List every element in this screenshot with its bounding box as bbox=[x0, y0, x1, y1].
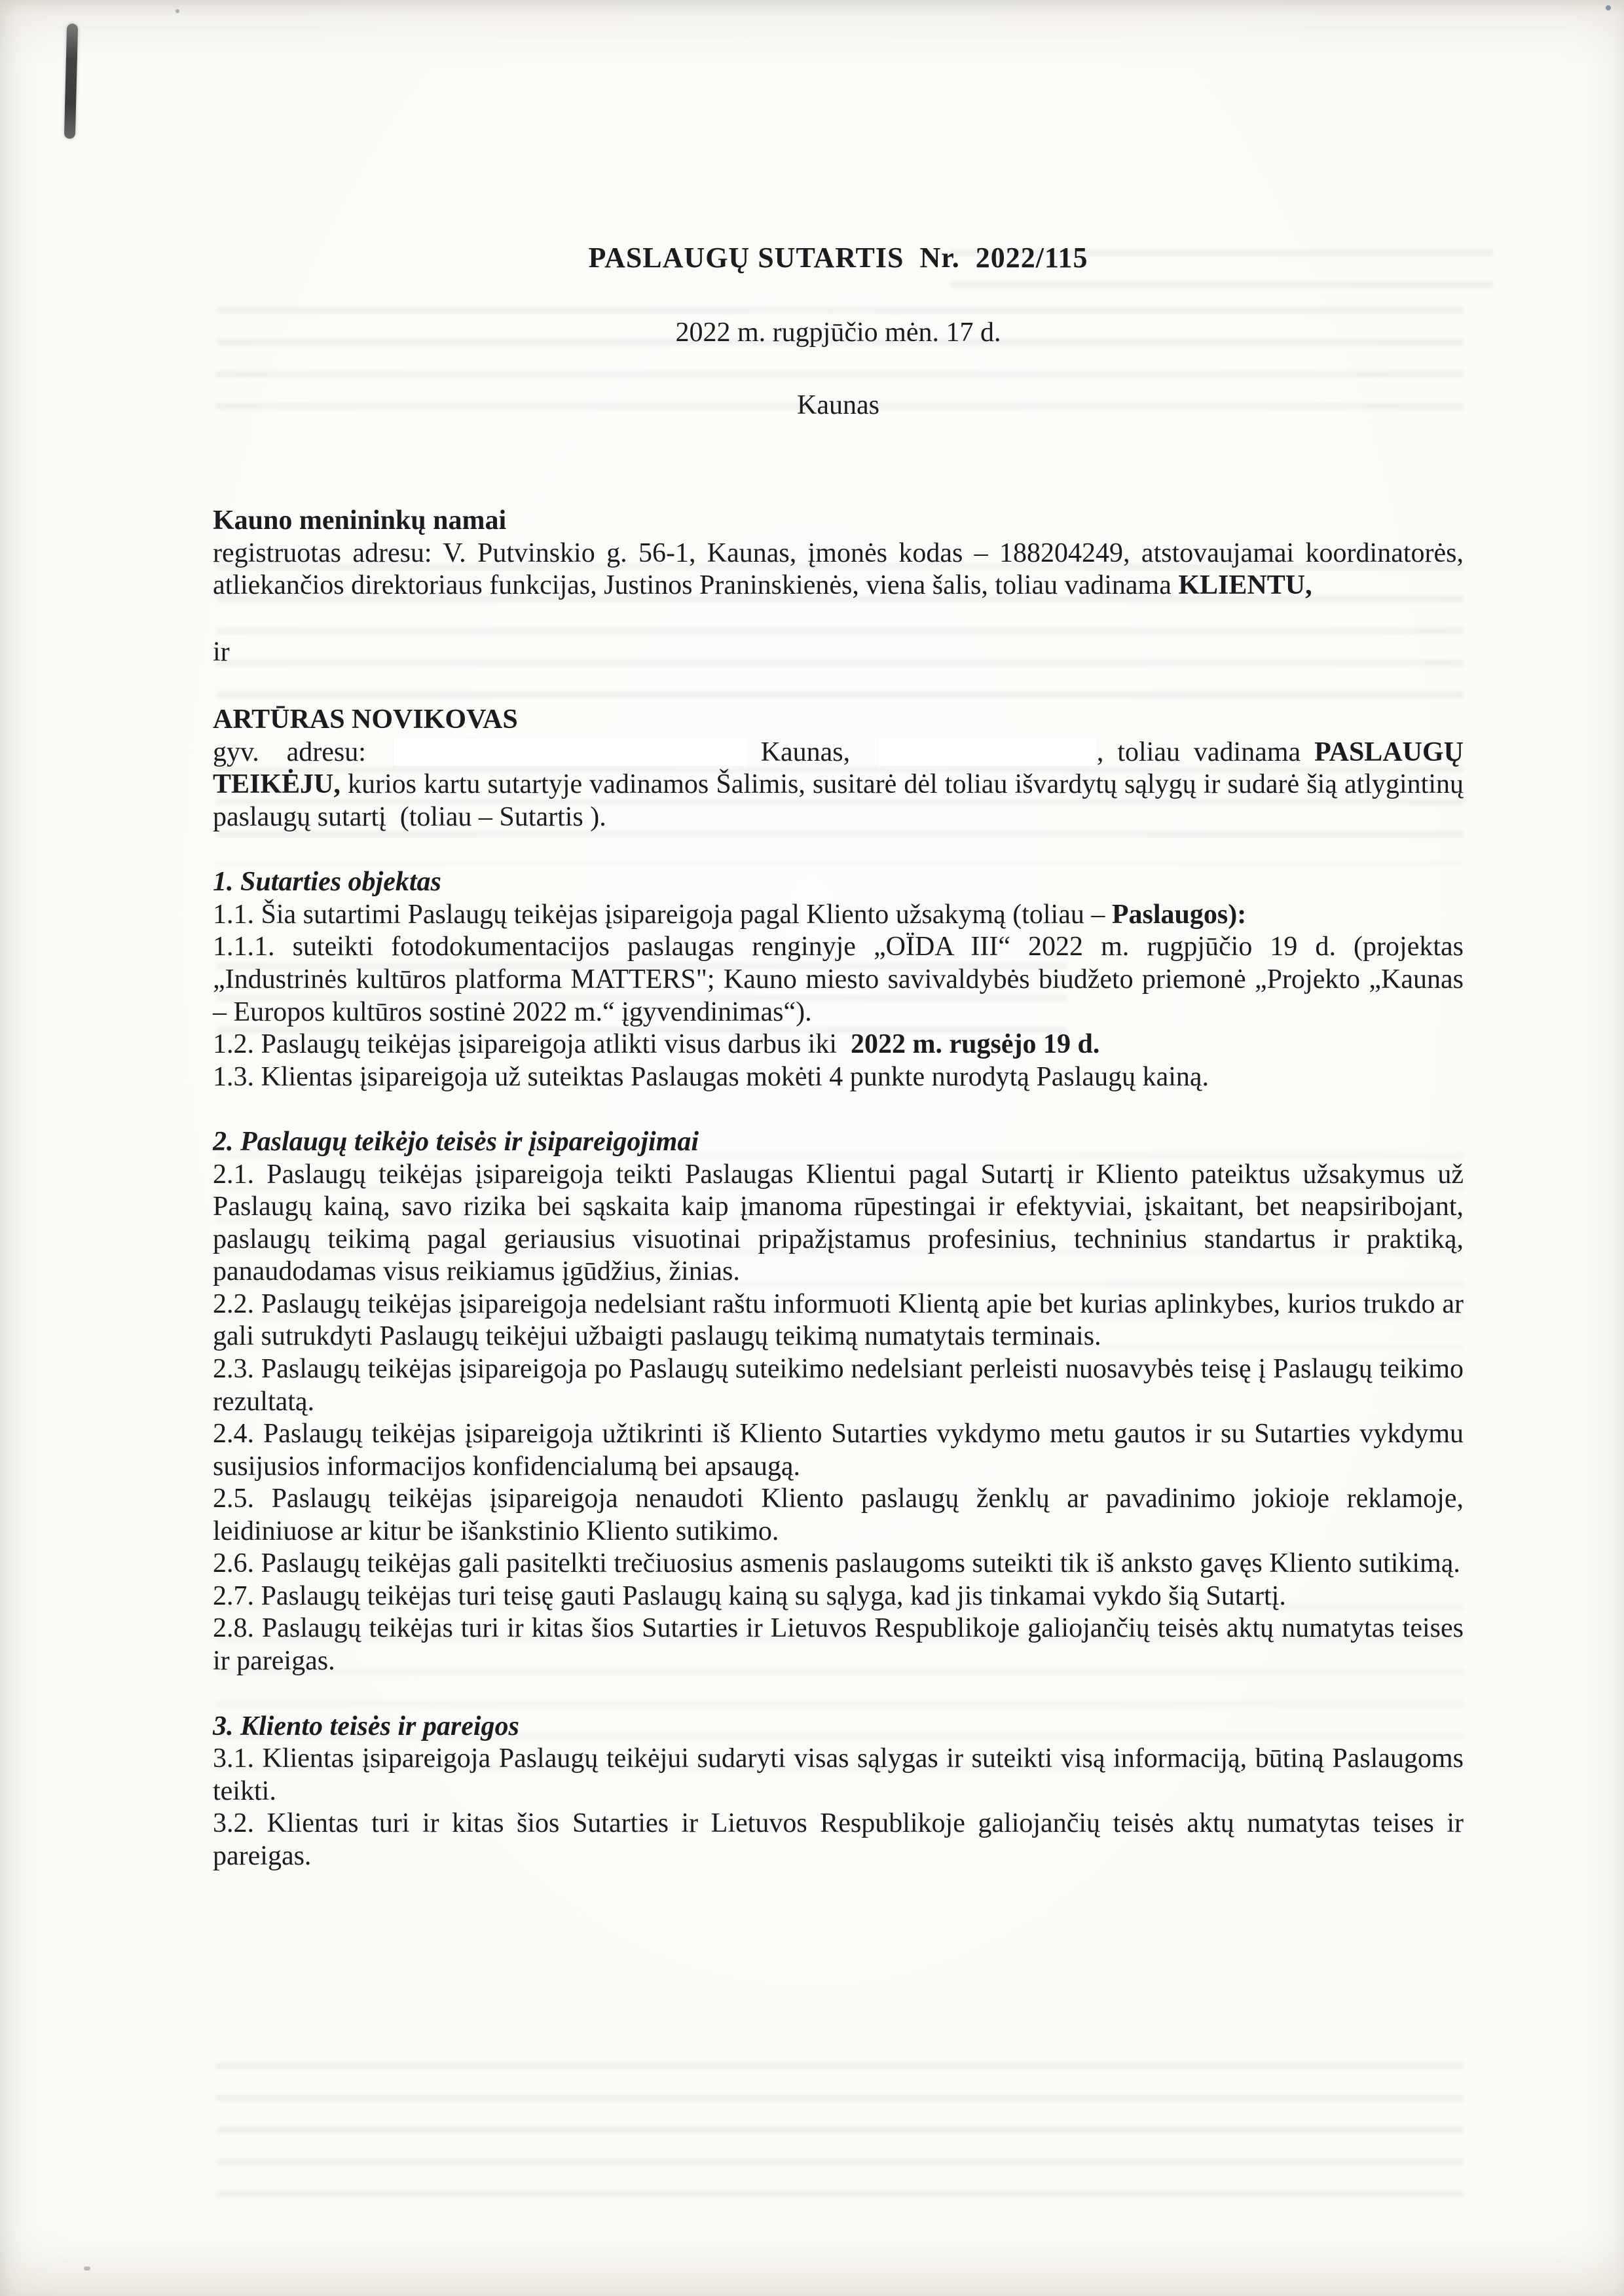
scanner-mark-artifact bbox=[64, 24, 78, 139]
text-run: 3. Kliento teisės ir pareigos bbox=[213, 1711, 519, 1741]
text-run: registruotas adresu: V. Putvinskio g. 56-1, Kaunas, įmonės kodas – 188204249, atstovaujamai koordinatorės, atliekančios direktoriaus funkcijas, Justinos Praninskienės, viena šalis, toliau vadinama bbox=[213, 538, 1464, 601]
text-run: gyv. adresu: bbox=[213, 737, 394, 767]
text-run: PASLAUGŲ SUTARTIS Nr. 2022/115 bbox=[588, 242, 1088, 274]
clause-1-1 bbox=[213, 899, 1464, 932]
clause-2-3 bbox=[213, 1353, 1464, 1418]
clause-1-3 bbox=[213, 1061, 1464, 1094]
client-details-paragraph bbox=[213, 538, 1464, 602]
text-run: 2.5. Paslaugų teikėjas įsipareigoja nenaudoti Kliento paslaugų ženklų ar pavadinimo jokioje reklamoje, leidiniuose ar kitur be išankstinio Kliento sutikimo. bbox=[213, 1484, 1464, 1546]
text-run: 2022 m. rugsėjo 19 d. bbox=[851, 1029, 1100, 1060]
redacted-text bbox=[394, 738, 747, 766]
dust-speck bbox=[175, 9, 179, 13]
text-run: 2.8. Paslaugų teikėjas turi ir kitas šios Sutarties ir Lietuvos Respublikoje galiojančių teisės aktų numatytas teises ir pareigas. bbox=[213, 1613, 1464, 1676]
text-run: PASLAUGŲ TEIKĖJU, bbox=[213, 737, 1464, 800]
clause-2-4 bbox=[213, 1418, 1464, 1483]
text-run: ARTŪRAS NOVIKOVAS bbox=[213, 704, 518, 735]
text-run: ir bbox=[213, 636, 230, 667]
dust-speck bbox=[84, 2267, 90, 2270]
text-run: 2022 m. rugpjūčio mėn. 17 d. bbox=[675, 317, 1001, 348]
clause-2-2 bbox=[213, 1288, 1464, 1353]
text-run: 2.1. Paslaugų teikėjas įsipareigoja teikti Paslaugas Klientui pagal Sutartį ir Kliento pateiktus užsakymus už Paslaugų kainą, savo rizika bei sąskaita kaip įmanoma rūpestingai ir efektyviai, įskaitant, bet neapsiribojant, paslaugų teikimą pagal geriausius visuotinai pripažįstamus profesinius, techninius standartus ir praktiką, panaudodamas visus reikiamus įgūdžius, žinias. bbox=[213, 1159, 1464, 1287]
conjunction-line bbox=[213, 636, 1464, 669]
dust-speck bbox=[1606, 5, 1611, 10]
clause-3-1 bbox=[213, 1743, 1464, 1808]
text-run: KLIENTU, bbox=[1178, 570, 1312, 601]
text-run: 1. Sutarties objektas bbox=[213, 867, 441, 898]
clause-2-6 bbox=[213, 1548, 1464, 1580]
clause-2-5 bbox=[213, 1483, 1464, 1548]
text-run: Kaunas, bbox=[747, 737, 877, 767]
text-run: 1.2. Paslaugų teikėjas įsipareigoja atlikti visus darbus iki bbox=[213, 1029, 851, 1060]
text-run: 1.3. Klientas įsipareigoja už suteiktas Paslaugas mokėti 4 punkte nurodytą Paslaugų kainą. bbox=[213, 1061, 1209, 1092]
document-date bbox=[213, 317, 1464, 350]
section-3-heading bbox=[213, 1711, 1464, 1743]
document-content bbox=[213, 241, 1464, 1872]
bleed-through-artifact bbox=[216, 2062, 1464, 2219]
text-run: 2.6. Paslaugų teikėjas gali pasitelkti trečiuosius asmenis paslaugoms suteikti tik iš anksto gavęs Kliento sutikimą. bbox=[213, 1548, 1460, 1579]
text-run: 2.3. Paslaugų teikėjas įsipareigoja po Paslaugų suteikimo nedelsiant perleisti nuosavybės teisę į Paslaugų teikimo rezultatą. bbox=[213, 1354, 1464, 1417]
text-run: Kaunas bbox=[797, 390, 879, 421]
provider-details-paragraph bbox=[213, 737, 1464, 834]
provider-name-line bbox=[213, 704, 1464, 737]
clause-3-2 bbox=[213, 1808, 1464, 1872]
redacted-text bbox=[877, 738, 1097, 766]
clause-2-7 bbox=[213, 1580, 1464, 1613]
text-run: 2.2. Paslaugų teikėjas įsipareigoja nedelsiant raštu informuoti Klientą apie bet kurias aplinkybes, kurios trukdo ar gali sutrukdyti Paslaugų teikėjui užbaigti paslaugų teikimą numatytais terminais. bbox=[213, 1288, 1464, 1352]
text-run: 2. Paslaugų teikėjo teisės ir įsipareigojimai bbox=[213, 1127, 699, 1157]
document-title bbox=[213, 241, 1464, 275]
client-name-line bbox=[213, 505, 1464, 538]
text-run: 1.1. Šia sutartimi Paslaugų teikėjas įsipareigoja pagal Kliento užsakymą (toliau – bbox=[213, 899, 1112, 930]
clause-2-1 bbox=[213, 1159, 1464, 1288]
text-run: 2.7. Paslaugų teikėjas turi teisę gauti Paslaugų kainą su sąlyga, kad jis tinkamai vykdo šią Sutartį. bbox=[213, 1580, 1286, 1611]
text-run: , toliau vadinama bbox=[1096, 737, 1315, 767]
clause-1-1-1 bbox=[213, 931, 1464, 1029]
text-run: Kauno menininkų namai bbox=[213, 505, 507, 536]
section-1-heading bbox=[213, 866, 1464, 899]
clause-1-2 bbox=[213, 1029, 1464, 1061]
text-run: kurios kartu sutartyje vadinamos Šalimis, susitarė dėl toliau išvardytų sąlygų ir sudarė šią atlygintinų paslaugų sutartį (toliau – Sutartis ). bbox=[213, 769, 1464, 832]
text-run: 3.2. Klientas turi ir kitas šios Sutarties ir Lietuvos Respublikoje galiojančių teisės aktų numatytas teises ir pareigas. bbox=[213, 1808, 1464, 1871]
text-run: 2.4. Paslaugų teikėjas įsipareigoja užtikrinti iš Kliento Sutarties vykdymo metu gautos ir su Sutarties vykdymu susijusios informacijos konfidencialumą bei apsaugą. bbox=[213, 1419, 1464, 1482]
text-run: 1.1.1. suteikti fotodokumentacijos paslaugas renginyje „OÏDA III“ 2022 m. rugpjūčio 19 d. (projektas „Industrinės kultūros platforma MATTERS"; Kauno miesto savivaldybės biudžeto priemonė „Projekto „Kaunas – Europos kultūros sostinė 2022 m.“ įgyvendinimas“). bbox=[213, 932, 1464, 1027]
section-2-heading bbox=[213, 1126, 1464, 1159]
text-run: Paslaugos): bbox=[1111, 899, 1247, 930]
document-city bbox=[213, 390, 1464, 422]
text-run: 3.1. Klientas įsipareigoja Paslaugų teikėjui sudaryti visas sąlygas ir suteikti visą informaciją, būtiną Paslaugoms teikti. bbox=[213, 1743, 1464, 1806]
clause-2-8 bbox=[213, 1613, 1464, 1677]
